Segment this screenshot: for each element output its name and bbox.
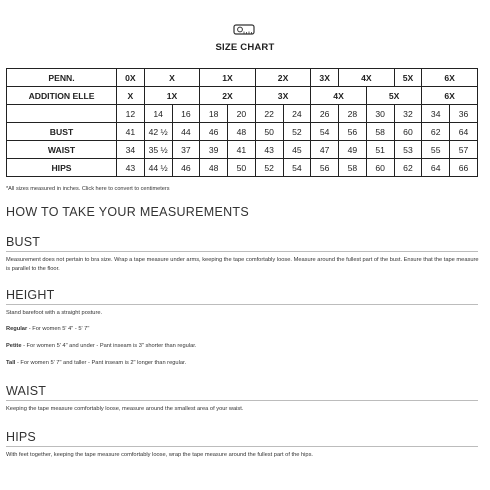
- penn-size: 2X: [255, 69, 311, 87]
- bust-value: 46: [200, 123, 228, 141]
- penn-size-row: [7, 69, 478, 87]
- bust-instructions: Measurement does not pertain to bra size. Wrap a tape measure under arms, keeping the tape comfortably loose. Measure around the fullest part of the bust. Ensure that the tape measure is parallel to the floor.: [6, 257, 479, 272]
- waist-instructions: Keeping the tape measure comfortably loose, measure around the smallest area of your waist.: [6, 406, 244, 412]
- petite-label: Petite: [6, 343, 22, 349]
- hips-instructions: With feet together, keeping the tape measure comfortably loose, wrap the tape measure around the fullest part of the hips.: [6, 452, 313, 458]
- waist-value: 53: [394, 141, 422, 159]
- numeric-size-label: [7, 105, 117, 123]
- bust-value: 44: [172, 123, 200, 141]
- bust-value: 41: [117, 123, 145, 141]
- waist-section-title: WAIST: [6, 384, 47, 398]
- measurement-guide-heading: HOW TO TAKE YOUR MEASUREMENTS: [6, 205, 249, 219]
- numeric-size: 20: [228, 105, 256, 123]
- numeric-size: 28: [339, 105, 367, 123]
- penn-size: 3X: [311, 69, 339, 87]
- waist-value: 51: [366, 141, 394, 159]
- bust-value: 58: [366, 123, 394, 141]
- hips-value: 52: [255, 159, 283, 177]
- height-tall: [6, 359, 480, 368]
- size-chart-title: SIZE CHART: [215, 42, 275, 53]
- waist-label: WAIST: [7, 141, 117, 159]
- numeric-size: 14: [144, 105, 172, 123]
- waist-value: 35 ½: [144, 141, 172, 159]
- bust-divider: [6, 251, 478, 252]
- waist-value: 39: [200, 141, 228, 159]
- measurement-note-text: *All sizes measured in inches.: [6, 186, 82, 192]
- bust-value: 48: [228, 123, 256, 141]
- height-divider: [6, 304, 478, 305]
- numeric-size: 22: [255, 105, 283, 123]
- numeric-size: 16: [172, 105, 200, 123]
- penn-label: PENN.: [7, 69, 117, 87]
- hips-value: 44 ½: [144, 159, 172, 177]
- height-intro: Stand barefoot with a straight posture.: [6, 310, 103, 316]
- hips-value: 60: [366, 159, 394, 177]
- hips-value: 64: [422, 159, 450, 177]
- penn-size: 0X: [117, 69, 145, 87]
- penn-size: 5X: [394, 69, 422, 87]
- waist-value: 45: [283, 141, 311, 159]
- bust-value: 54: [311, 123, 339, 141]
- penn-size: 6X: [422, 69, 478, 87]
- addition-elle-size: 5X: [366, 87, 422, 105]
- convert-to-centimeters-link[interactable]: Click here to convert to centimeters: [81, 186, 170, 192]
- bust-row: [7, 123, 478, 141]
- waist-divider: [6, 400, 478, 401]
- addition-elle-size: 4X: [311, 87, 367, 105]
- hips-value: 43: [117, 159, 145, 177]
- waist-value: 55: [422, 141, 450, 159]
- penn-size: 4X: [339, 69, 395, 87]
- addition-elle-size: X: [117, 87, 145, 105]
- regular-label: Regular: [6, 326, 28, 332]
- bust-value: 60: [394, 123, 422, 141]
- addition-elle-size: 6X: [422, 87, 478, 105]
- numeric-size: 12: [117, 105, 145, 123]
- measurement-note: [6, 186, 170, 192]
- hips-row: [7, 159, 478, 177]
- bust-value: 64: [450, 123, 478, 141]
- hips-section-title: HIPS: [6, 430, 36, 444]
- bust-value: 52: [283, 123, 311, 141]
- hips-value: 54: [283, 159, 311, 177]
- regular-text: - For women 5' 4" - 5' 7": [27, 326, 90, 332]
- hips-label: HIPS: [7, 159, 117, 177]
- numeric-size: 36: [450, 105, 478, 123]
- hips-divider: [6, 446, 478, 447]
- numeric-size: 30: [366, 105, 394, 123]
- petite-text: - For women 5' 4" and under - Pant inseam is 3" shorter than regular.: [21, 343, 197, 349]
- bust-value: 50: [255, 123, 283, 141]
- tall-label: Tall: [6, 360, 16, 366]
- bust-section-title: BUST: [6, 235, 41, 249]
- tall-text: - For women 5' 7" and taller - Pant inseam is 2" longer than regular.: [15, 360, 187, 366]
- height-petite: [6, 342, 480, 351]
- hips-value: 56: [311, 159, 339, 177]
- numeric-size-row: [7, 105, 478, 123]
- waist-value: 37: [172, 141, 200, 159]
- waist-value: 41: [228, 141, 256, 159]
- size-chart-table: [6, 68, 478, 177]
- addition-elle-size: 1X: [144, 87, 200, 105]
- waist-row: [7, 141, 478, 159]
- bust-value: 56: [339, 123, 367, 141]
- penn-size: 1X: [200, 69, 256, 87]
- bust-label: BUST: [7, 123, 117, 141]
- hips-value: 50: [228, 159, 256, 177]
- bust-value: 42 ½: [144, 123, 172, 141]
- measuring-tape-icon: [233, 22, 255, 36]
- waist-value: 34: [117, 141, 145, 159]
- height-section-title: HEIGHT: [6, 288, 55, 302]
- addition-elle-label: ADDITION ELLE: [7, 87, 117, 105]
- numeric-size: 26: [311, 105, 339, 123]
- numeric-size: 34: [422, 105, 450, 123]
- addition-elle-size-row: [7, 87, 478, 105]
- numeric-size: 24: [283, 105, 311, 123]
- hips-value: 62: [394, 159, 422, 177]
- numeric-size: 18: [200, 105, 228, 123]
- numeric-size: 32: [394, 105, 422, 123]
- addition-elle-size: 2X: [200, 87, 256, 105]
- waist-value: 57: [450, 141, 478, 159]
- hips-value: 58: [339, 159, 367, 177]
- hips-value: 66: [450, 159, 478, 177]
- waist-value: 47: [311, 141, 339, 159]
- waist-value: 43: [255, 141, 283, 159]
- hips-value: 48: [200, 159, 228, 177]
- waist-value: 49: [339, 141, 367, 159]
- penn-size: X: [144, 69, 200, 87]
- bust-value: 62: [422, 123, 450, 141]
- height-regular: [6, 325, 480, 334]
- addition-elle-size: 3X: [255, 87, 311, 105]
- hips-value: 46: [172, 159, 200, 177]
